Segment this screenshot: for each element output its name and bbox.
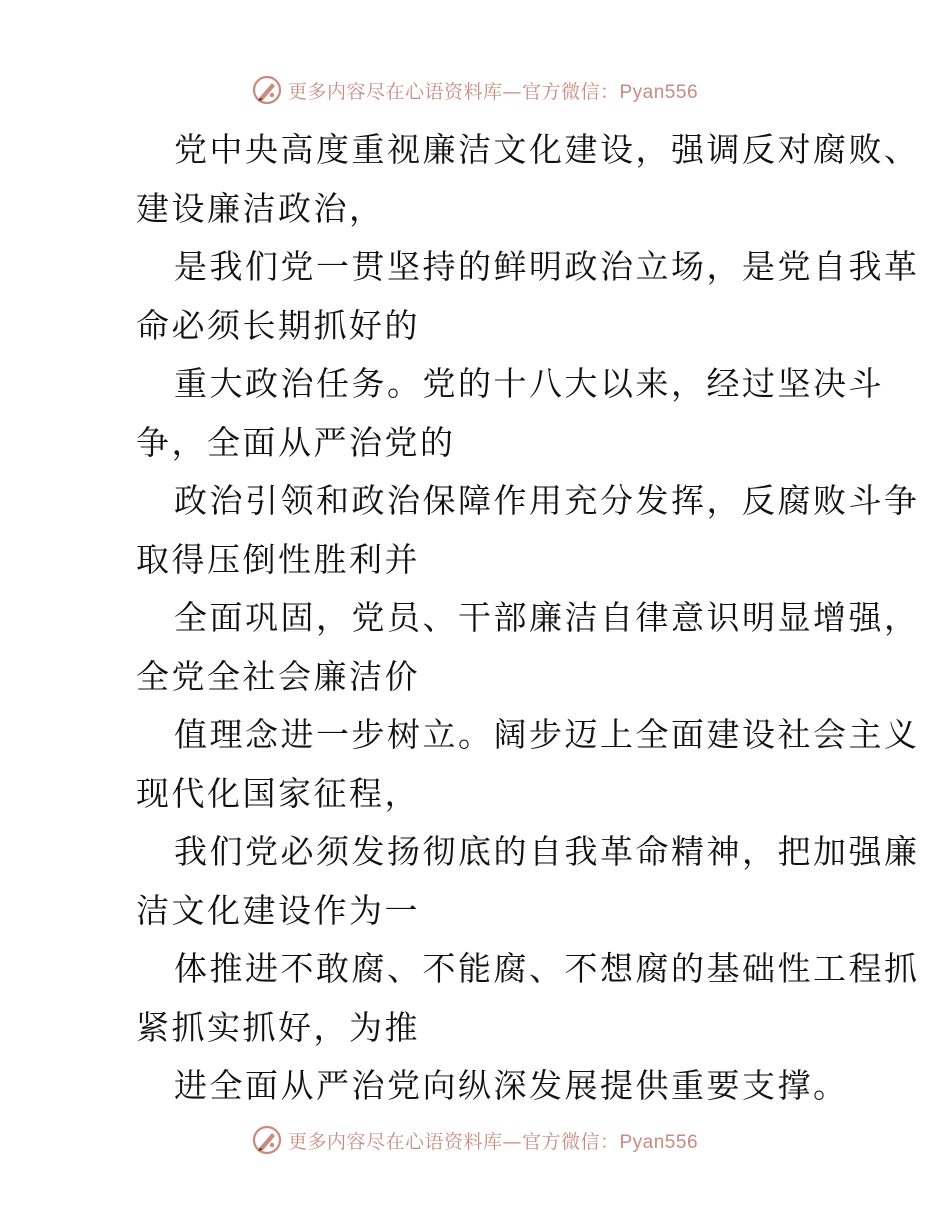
text-line: 全党全社会廉洁价 xyxy=(136,656,420,696)
watermark-text: 更多内容尽在心语资料库—官方微信： xyxy=(287,80,620,103)
text-line: 政治引领和政治保障作用充分发挥，反腐败斗争 xyxy=(174,481,920,520)
text-line: 命必须长期抓好的 xyxy=(136,305,420,345)
text-line: 体推进不敢腐、不能腐、不想腐的基础性工程抓 xyxy=(174,949,920,988)
watermark-handle: Pyan556 xyxy=(619,81,699,103)
paragraph xyxy=(98,121,920,1116)
watermark-text: 更多内容尽在心语资料库—官方微信： xyxy=(287,1130,620,1153)
text-line: 建设廉洁政治， xyxy=(136,188,385,228)
document-body xyxy=(98,121,920,1116)
pen-logo-icon xyxy=(252,1125,282,1155)
text-line: 进全面从严治党向纵深发展提供重要支撑。 xyxy=(174,1066,849,1105)
text-line: 我们党必须发扬彻底的自我革命精神，把加强廉 xyxy=(174,832,920,871)
text-line: 全面巩固，党员、干部廉洁自律意识明显增强， xyxy=(174,598,920,637)
text-line: 现代化国家征程， xyxy=(136,773,420,813)
pen-logo-icon xyxy=(252,75,282,105)
text-line: 洁文化建设作为一 xyxy=(136,890,420,930)
text-line: 党中央高度重视廉洁文化建设，强调反对腐败、 xyxy=(174,130,920,169)
text-line: 取得压倒性胜利并 xyxy=(136,539,420,579)
text-line: 值理念进一步树立。阔步迈上全面建设社会主义 xyxy=(174,715,920,754)
text-line: 紧抓实抓好，为推 xyxy=(136,1007,420,1047)
footer-watermark xyxy=(0,1120,950,1160)
text-line: 争，全面从严治党的 xyxy=(136,422,456,462)
watermark-handle: Pyan556 xyxy=(619,1131,699,1153)
text-line: 是我们党一贯坚持的鲜明政治立场，是党自我革 xyxy=(174,247,920,286)
header-watermark xyxy=(0,70,950,110)
text-line: 重大政治任务。党的十八大以来，经过坚决斗 xyxy=(174,364,884,403)
